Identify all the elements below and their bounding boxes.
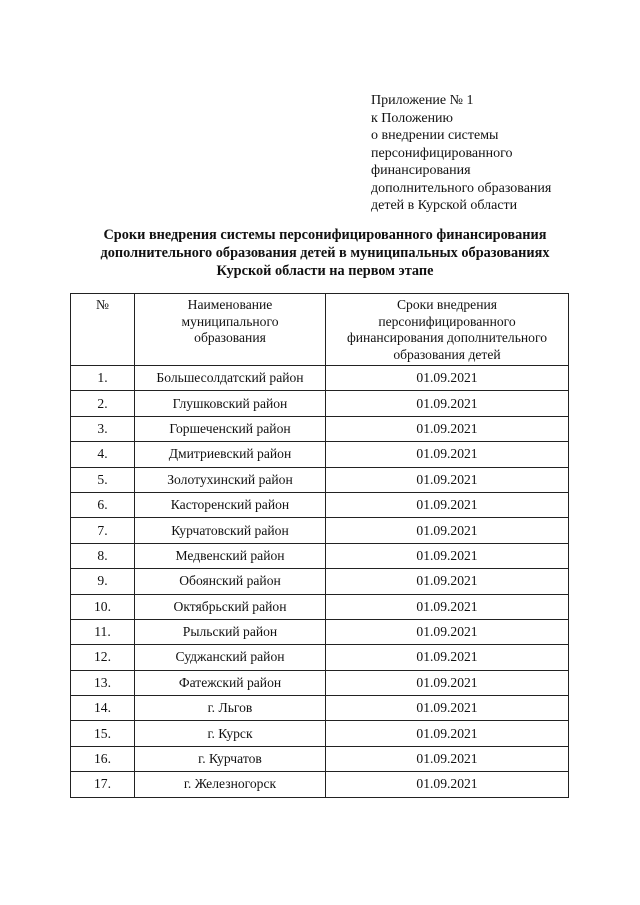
- row-number: 14.: [71, 696, 135, 721]
- table-row: [71, 442, 569, 467]
- row-municipality: Золотухинский район: [135, 467, 326, 492]
- row-municipality: г. Железногорск: [135, 772, 326, 797]
- table-body: [71, 366, 569, 798]
- row-number: 4.: [71, 442, 135, 467]
- row-deadline: 01.09.2021: [326, 772, 569, 797]
- row-deadline: 01.09.2021: [326, 492, 569, 517]
- appendix-reference: [371, 92, 621, 215]
- row-municipality: Касторенский район: [135, 492, 326, 517]
- row-deadline: 01.09.2021: [326, 645, 569, 670]
- header-line: образования: [194, 330, 266, 345]
- row-municipality: г. Курчатов: [135, 746, 326, 771]
- row-deadline: 01.09.2021: [326, 543, 569, 568]
- table-row: [71, 772, 569, 797]
- appendix-line: о внедрении системы: [371, 128, 499, 143]
- schedule-table: [70, 293, 569, 798]
- row-deadline: 01.09.2021: [326, 594, 569, 619]
- header-number: №: [71, 294, 135, 366]
- appendix-line: дополнительного образования: [371, 180, 552, 196]
- table-row: [71, 670, 569, 695]
- table-row: [71, 467, 569, 492]
- row-deadline: 01.09.2021: [326, 391, 569, 416]
- row-deadline: 01.09.2021: [326, 721, 569, 746]
- row-number: 7.: [71, 518, 135, 543]
- row-deadline: 01.09.2021: [326, 696, 569, 721]
- row-municipality: Горшеченский район: [135, 416, 326, 441]
- header-line: Наименование: [187, 297, 273, 312]
- table-row: [71, 569, 569, 594]
- row-number: 12.: [71, 645, 135, 670]
- table-row: [71, 391, 569, 416]
- row-municipality: Обоянский район: [135, 569, 326, 594]
- row-deadline: 01.09.2021: [326, 366, 569, 391]
- appendix-line: Приложение № 1: [371, 93, 474, 108]
- row-deadline: 01.09.2021: [326, 746, 569, 771]
- table-header-row: [71, 294, 569, 366]
- header-line: образования детей: [393, 346, 501, 362]
- title-line: Сроки внедрения системы персонифицированного финансирования: [103, 227, 547, 243]
- header-municipality: [135, 294, 326, 366]
- table-row: [71, 721, 569, 746]
- row-municipality: г. Льгов: [135, 696, 326, 721]
- row-municipality: Дмитриевский район: [135, 442, 326, 467]
- table-row: [71, 543, 569, 568]
- row-number: 2.: [71, 391, 135, 416]
- row-number: 11.: [71, 619, 135, 644]
- row-number: 9.: [71, 569, 135, 594]
- table-row: [71, 746, 569, 771]
- row-municipality: Фатежский район: [135, 670, 326, 695]
- row-number: 13.: [71, 670, 135, 695]
- row-municipality: Рыльский район: [135, 619, 326, 644]
- row-municipality: Октябрьский район: [135, 594, 326, 619]
- row-municipality: Большесолдатский район: [135, 366, 326, 391]
- row-number: 3.: [71, 416, 135, 441]
- row-deadline: 01.09.2021: [326, 619, 569, 644]
- appendix-line: финансирования: [371, 163, 471, 178]
- appendix-line: к Положению: [371, 110, 454, 126]
- row-municipality: Медвенский район: [135, 543, 326, 568]
- table-row: [71, 594, 569, 619]
- row-deadline: 01.09.2021: [326, 442, 569, 467]
- row-deadline: 01.09.2021: [326, 670, 569, 695]
- row-number: 16.: [71, 746, 135, 771]
- row-deadline: 01.09.2021: [326, 569, 569, 594]
- row-number: 1.: [71, 366, 135, 391]
- row-number: 10.: [71, 594, 135, 619]
- row-deadline: 01.09.2021: [326, 518, 569, 543]
- table-row: [71, 518, 569, 543]
- appendix-line: детей в Курской области: [371, 198, 518, 213]
- row-deadline: 01.09.2021: [326, 416, 569, 441]
- table-row: [71, 416, 569, 441]
- row-number: 17.: [71, 772, 135, 797]
- document-title: [60, 226, 590, 280]
- row-number: 6.: [71, 492, 135, 517]
- title-line: дополнительного образования детей в муниципальных образованиях: [100, 245, 550, 261]
- row-number: 15.: [71, 721, 135, 746]
- header-line: Сроки внедрения: [396, 297, 498, 312]
- header-deadline: [326, 294, 569, 366]
- table-row: [71, 492, 569, 517]
- table-row: [71, 366, 569, 391]
- row-number: 5.: [71, 467, 135, 492]
- row-deadline: 01.09.2021: [326, 467, 569, 492]
- table-row: [71, 696, 569, 721]
- row-municipality: Глушковский район: [135, 391, 326, 416]
- appendix-line: персонифицированного: [371, 145, 513, 161]
- header-line: персонифицированного: [378, 313, 516, 329]
- row-number: 8.: [71, 543, 135, 568]
- table-row: [71, 645, 569, 670]
- row-municipality: г. Курск: [135, 721, 326, 746]
- title-line: Курской области на первом этапе: [216, 263, 434, 279]
- row-municipality: Суджанский район: [135, 645, 326, 670]
- header-line: муниципального: [181, 313, 279, 329]
- row-municipality: Курчатовский район: [135, 518, 326, 543]
- table-row: [71, 619, 569, 644]
- header-line: финансирования дополнительного: [346, 330, 548, 345]
